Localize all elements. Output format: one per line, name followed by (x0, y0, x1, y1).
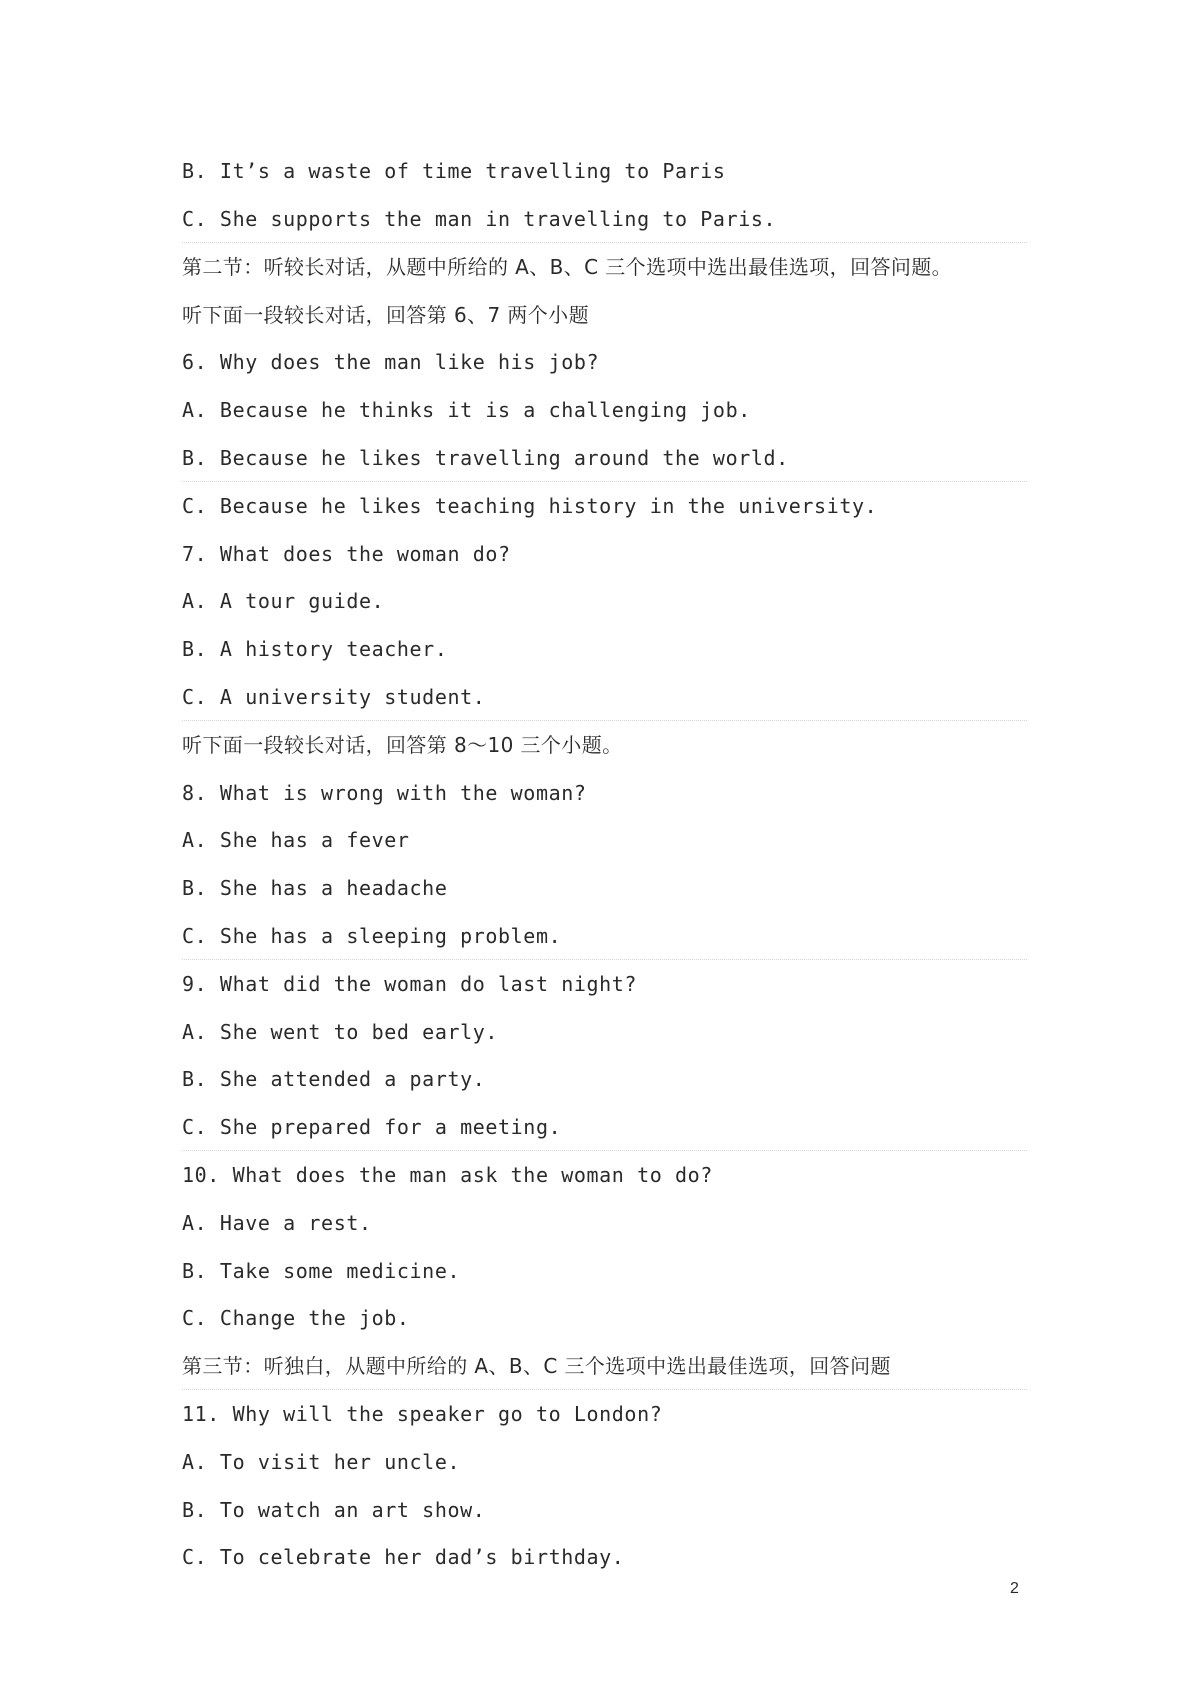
option-c-q9: C. She prepared for a meeting. (182, 1114, 562, 1139)
option-c-q5: C. She supports the man in travelling to Paris. (182, 206, 777, 231)
section-2-heading: 第二节：听较长对话，从题中所给的 A、B、C 三个选项中选出最佳选项，回答问题。 (182, 255, 953, 280)
dotted-separator (182, 481, 1027, 482)
dotted-separator (182, 1150, 1027, 1151)
option-a-q8: A. She has a fever (182, 828, 410, 853)
dialogue-instruction-6-7: 听下面一段较长对话，回答第 6、7 两个小题 (182, 302, 589, 327)
question-6: 6. Why does the man like his job? (182, 350, 600, 375)
option-b-q11: B. To watch an art show. (182, 1497, 486, 1522)
dotted-separator (182, 242, 1027, 243)
dotted-separator (182, 1389, 1027, 1390)
document-body (182, 148, 1032, 1582)
question-9: 9. What did the woman do last night? (182, 972, 638, 997)
option-a-q9: A. She went to bed early. (182, 1019, 499, 1044)
option-c-q11: C. To celebrate her dad’s birthday. (182, 1545, 625, 1570)
option-a-q6: A. Because he thinks it is a challenging job. (182, 397, 751, 422)
question-11: 11. Why will the speaker go to London? (182, 1402, 663, 1427)
option-b-q6: B. Because he likes travelling around the world. (182, 445, 789, 470)
option-b-q10: B. Take some medicine. (182, 1258, 461, 1283)
option-c-q6: C. Because he likes teaching history in the university. (182, 494, 878, 519)
option-b-q8: B. She has a headache (182, 875, 448, 900)
question-7: 7. What does the woman do? (182, 541, 511, 566)
option-c-q8: C. She has a sleeping problem. (182, 923, 562, 948)
option-c-q7: C. A university student. (182, 684, 486, 709)
option-a-q11: A. To visit her uncle. (182, 1450, 461, 1475)
option-b-q9: B. She attended a party. (182, 1067, 486, 1092)
option-a-q7: A. A tour guide. (182, 589, 385, 614)
option-a-q10: A. Have a rest. (182, 1211, 372, 1236)
question-8: 8. What is wrong with the woman? (182, 780, 587, 805)
dotted-separator (182, 959, 1027, 960)
dotted-separator (182, 720, 1027, 721)
question-10: 10. What does the man ask the woman to do? (182, 1163, 713, 1188)
dialogue-instruction-8-10: 听下面一段较长对话，回答第 8～10 三个小题。 (182, 733, 623, 758)
section-3-heading: 第三节：听独白，从题中所给的 A、B、C 三个选项中选出最佳选项，回答问题 (182, 1353, 891, 1378)
option-b-q5: B. It’s a waste of time travelling to Paris (182, 159, 726, 183)
option-c-q10: C. Change the job. (182, 1306, 410, 1331)
page-number: 2 (1010, 1580, 1019, 1597)
option-b-q7: B. A history teacher. (182, 636, 448, 661)
